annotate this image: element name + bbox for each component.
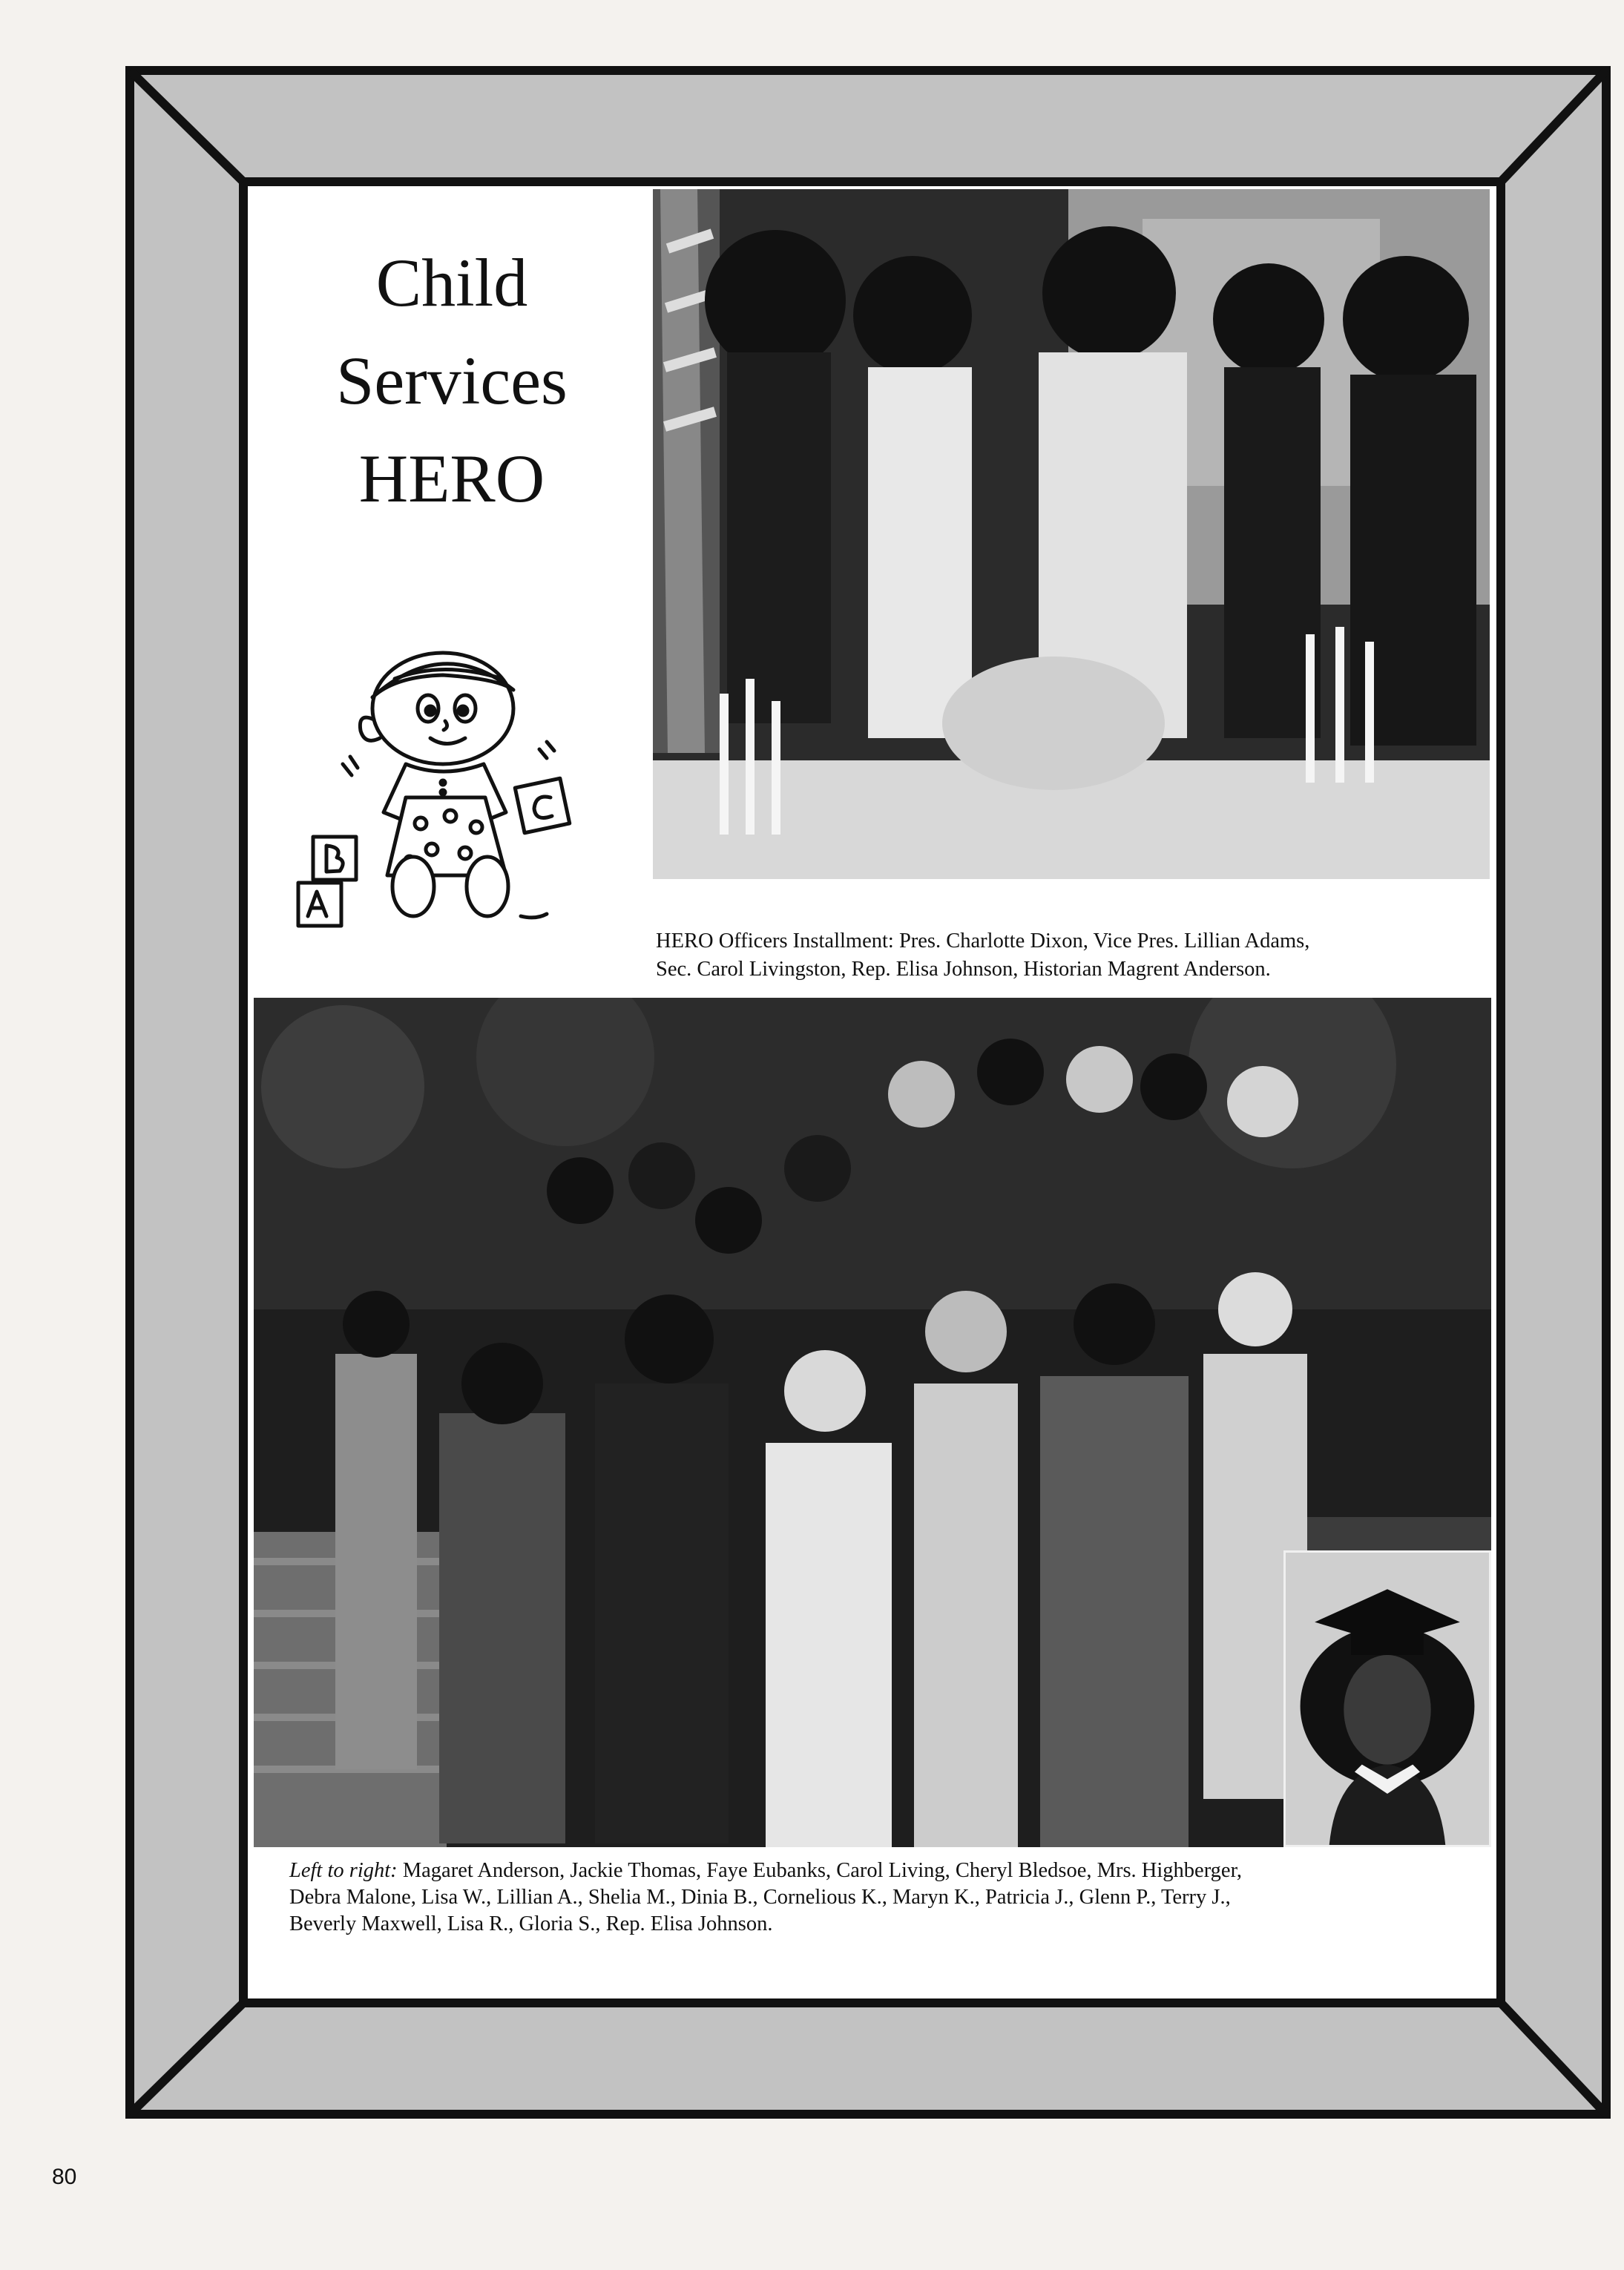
group-caption-line-2: Debra Malone, Lisa W., Lillian A., Shelia M., Dinia B., Cornelious K., Maryn K., Patricia J., Glenn P., Terry J., <box>289 1886 1231 1909</box>
title-line-3: HERO <box>358 441 545 516</box>
title-line-1: Child <box>375 245 528 320</box>
group-caption-lead: Left to right: <box>289 1859 398 1882</box>
title-line-2: Services <box>336 343 568 418</box>
page-number: 80 <box>52 2165 77 2189</box>
group-caption <box>254 1849 1491 1993</box>
officers-caption-line-2: Sec. Carol Livingston, Rep. Elisa Johnson, Historian Magrent Anderson. <box>656 958 1271 981</box>
officers-caption-line-1: HERO Officers Installment: Pres. Charlotte Dixon, Vice Pres. Lillian Adams, <box>656 930 1310 953</box>
officers-installment-photo <box>653 189 1490 879</box>
page-title <box>254 234 650 527</box>
group-caption-line-1-text: Magaret Anderson, Jackie Thomas, Faye Eubanks, Carol Living, Cheryl Bledsoe, Mrs. Highberger, <box>397 1859 1243 1882</box>
group-caption-line-1 <box>289 1858 1491 1884</box>
child-with-alphabet-blocks-icon <box>283 638 617 942</box>
graduate-portrait-photo <box>1283 1550 1491 1847</box>
officers-caption <box>653 881 1490 994</box>
group-caption-line-3: Beverly Maxwell, Lisa R., Gloria S., Rep. Elisa Johnson. <box>289 1912 773 1935</box>
